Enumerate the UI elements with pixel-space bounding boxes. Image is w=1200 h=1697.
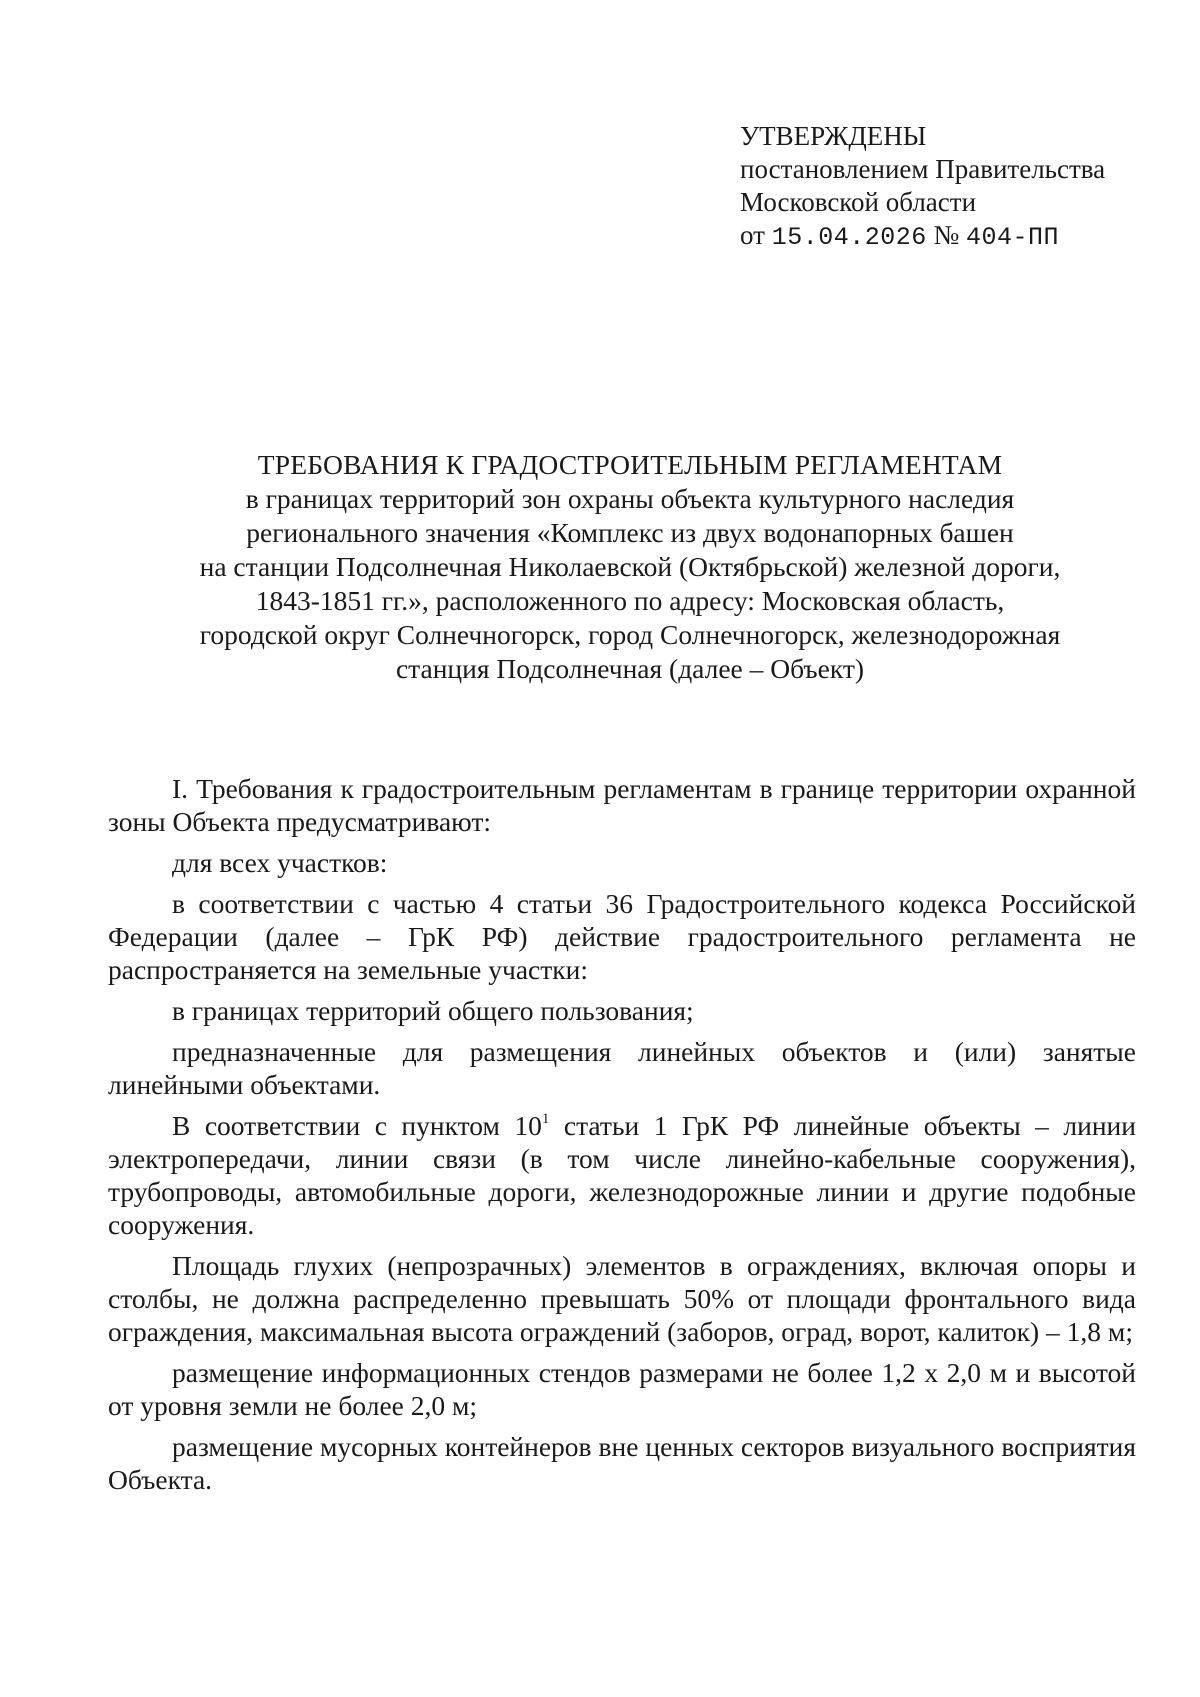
- title-line: 1843-1851 гг.», расположенного по адресу: Московская область,: [255, 585, 1005, 616]
- paragraph: в соответствии с частью 4 статьи 36 Градостроительного кодекса Российской Федерации (далее – ГрК РФ) действие градостроительного регламента не распространяется на земельные участки:: [108, 888, 1136, 985]
- title-line: на станции Подсолнечная Николаевской (Октябрьской) железной дороги,: [199, 551, 1061, 582]
- paragraph-text: В соответствии с пунктом 10: [172, 1110, 542, 1141]
- title-line: в границах территорий зон охраны объекта культурного наследия: [245, 483, 1015, 514]
- approval-stamp: [740, 120, 1160, 254]
- title-main: ТРЕБОВАНИЯ К ГРАДОСТРОИТЕЛЬНЫМ РЕГЛАМЕНТАМ: [257, 449, 1003, 480]
- paragraph: I. Требования к градостроительным регламентам в границе территории охранной зоны Объекта предусматривают:: [108, 773, 1136, 837]
- paragraph-text: статьи 1 ГрК РФ линейные объекты – линии электропередачи, линии связи (в том числе линейно-кабельные сооружения), трубопроводы, автомобильные дороги, железнодорожные линии и другие подобные сооружения.: [108, 1110, 1136, 1240]
- paragraph: размещение мусорных контейнеров вне ценных секторов визуального восприятия Объекта.: [108, 1431, 1136, 1495]
- document-title: [140, 448, 1120, 686]
- approval-date: 15.04.2026: [771, 223, 927, 252]
- paragraph: размещение информационных стендов размерами не более 1,2 х 2,0 м и высотой от уровня земли не более 2,0 м;: [108, 1357, 1136, 1421]
- approval-line-1: постановлением Правительства: [740, 154, 1106, 184]
- title-line: городской округ Солнечногорск, город Солнечногорск, железнодорожная: [199, 619, 1061, 650]
- title-line: станция Подсолнечная (далее – Объект): [395, 653, 865, 684]
- paragraph: [108, 1109, 1136, 1241]
- approval-line-2: Московской области: [740, 187, 977, 217]
- approval-number: 404-ПП: [966, 223, 1060, 252]
- date-prefix: от: [740, 220, 765, 250]
- approval-heading: УТВЕРЖДЕНЫ: [740, 121, 927, 151]
- number-sign: №: [933, 220, 960, 250]
- paragraph: Площадь глухих (непрозрачных) элементов в ограждениях, включая опоры и столбы, не должна распределенно превышать 50% от площади фронтального вида ограждения, максимальная высота ограждений (заборов, оград, ворот, калиток) – 1,8 м;: [108, 1250, 1136, 1347]
- superscript: 1: [541, 1111, 550, 1127]
- approval-date-line: [740, 219, 1160, 254]
- document-body: [108, 772, 1136, 1504]
- title-line: регионального значения «Комплекс из двух водонапорных башен: [246, 517, 1014, 548]
- paragraph: для всех участков:: [172, 847, 388, 878]
- paragraph: в границах территорий общего пользования;: [172, 995, 694, 1026]
- paragraph: предназначенные для размещения линейных объектов и (или) занятые линейными объектами.: [108, 1036, 1136, 1100]
